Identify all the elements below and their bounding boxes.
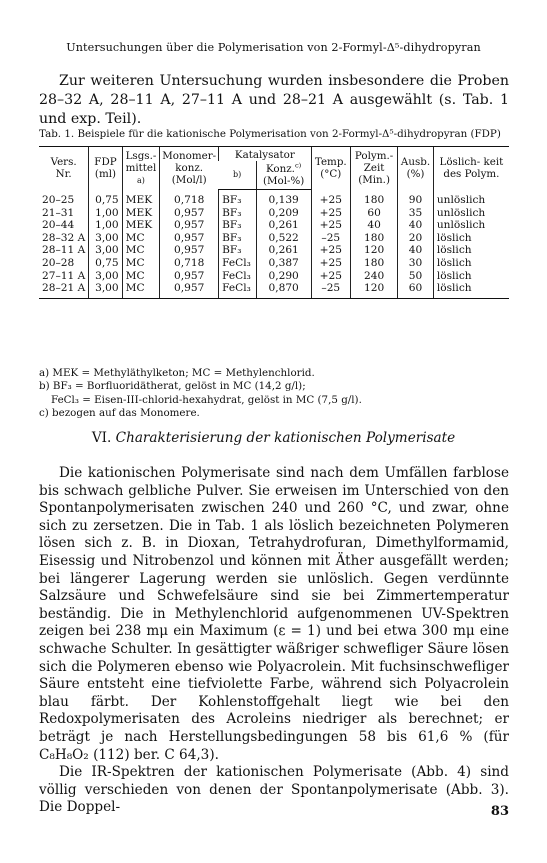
cell-konz: 0,870 <box>256 282 311 298</box>
cell-zeit: 40 <box>351 219 398 232</box>
cell-kat: FeCl₃ <box>219 257 257 270</box>
cell-kat: BF₃ <box>219 244 257 257</box>
header-loeslichkeit: Löslich- keit des Polym. <box>433 147 509 190</box>
cell-ausb: 50 <box>398 270 434 283</box>
header-vers: Vers. Nr. <box>39 147 89 190</box>
cell-loeslich: löslich <box>433 282 509 298</box>
cell-ausb: 20 <box>398 232 434 245</box>
cell-vers: 28–32 A <box>42 231 86 244</box>
cell-loeslich: unlöslich <box>433 219 509 232</box>
cell-ausb: 35 <box>398 207 434 220</box>
body-text <box>39 465 509 817</box>
cell-kat: BF₃ <box>219 190 257 207</box>
cell-fdp: 3,00 <box>89 270 122 283</box>
cell-monomer: 0,957 <box>160 244 219 257</box>
section-title: Charakterisierung der kationischen Polymerisate <box>115 430 456 446</box>
footnote-c: c) bezogen auf das Monomere. <box>39 407 200 420</box>
cell-konz: 0,209 <box>256 207 311 220</box>
cell-zeit: 180 <box>351 257 398 270</box>
cell-monomer: 0,957 <box>160 207 219 220</box>
cell-temp: –25 <box>311 282 350 298</box>
footnote-b: b) BF₃ = Borfluoridätherat, gelöst in MC (14,2 g/l); <box>39 380 306 393</box>
cell-fdp: 3,00 <box>89 244 122 257</box>
cell-monomer: 0,957 <box>160 219 219 232</box>
header-konz: Konz.$^{c)}$ (Mol-%) <box>256 161 311 190</box>
cell-monomer: 0,718 <box>160 257 219 270</box>
cell-loeslich: löslich <box>433 257 509 270</box>
table-row <box>39 270 509 283</box>
cell-kat: BF₃ <box>219 232 257 245</box>
table-caption: Tab. 1. Beispiele für die kationische Polymerisation von 2-Formyl-Δ⁵-dihydropyran (FDP) <box>39 128 501 140</box>
cell-konz: 0,522 <box>256 232 311 245</box>
cell-zeit: 120 <box>351 244 398 257</box>
footnote-b-continued: FeCl₃ = Eisen-III-chlorid-hexahydrat, gelöst in MC (7,5 g/l). <box>51 393 362 406</box>
cell-fdp: 3,00 <box>89 282 122 298</box>
cell-vers: 20–25 <box>42 193 75 206</box>
cell-ausb: 40 <box>398 219 434 232</box>
header-katalysator: Katalysator <box>219 147 311 162</box>
cell-lsgs: MC <box>122 257 160 270</box>
cell-zeit: 180 <box>351 232 398 245</box>
cell-fdp: 1,00 <box>89 219 122 232</box>
cell-temp: +25 <box>311 270 350 283</box>
table-row <box>39 244 509 257</box>
header-polym-zeit: Polym.- Zeit (Min.) <box>351 147 398 190</box>
cell-zeit: 120 <box>351 282 398 298</box>
cell-konz: 0,290 <box>256 270 311 283</box>
cell-konz: 0,139 <box>256 190 311 207</box>
running-title: Untersuchungen über die Polymerisation von 2-Formyl-Δ⁵-dihydropyran <box>66 41 481 54</box>
cell-ausb: 40 <box>398 244 434 257</box>
cell-kat: FeCl₃ <box>219 270 257 283</box>
section-number: VI. <box>91 430 112 446</box>
header-fdp: FDP (ml) <box>89 147 122 190</box>
cell-temp: –25 <box>311 232 350 245</box>
cell-temp: +25 <box>311 257 350 270</box>
header-kat-mark: b) <box>219 161 257 190</box>
cell-monomer: 0,957 <box>160 232 219 245</box>
cell-zeit: 240 <box>351 270 398 283</box>
cell-zeit: 180 <box>351 190 398 207</box>
data-table <box>39 146 509 299</box>
cell-konz: 0,261 <box>256 244 311 257</box>
cell-vers: 20–28 <box>42 256 75 269</box>
table-row <box>39 207 509 220</box>
cell-vers: 28–11 A <box>42 244 86 257</box>
cell-kat: BF₃ <box>219 219 257 232</box>
cell-lsgs: MC <box>122 270 160 283</box>
cell-lsgs: MEK <box>122 207 160 220</box>
cell-monomer: 0,957 <box>160 270 219 283</box>
header-monomer: Monomer- konz. (Mol/l) <box>160 147 219 190</box>
table-footnotes <box>39 367 509 421</box>
cell-loeslich: löslich <box>433 270 509 283</box>
cell-zeit: 60 <box>351 207 398 220</box>
cell-konz: 0,261 <box>256 219 311 232</box>
cell-loeslich: unlöslich <box>433 190 509 207</box>
cell-kat: BF₃ <box>219 207 257 220</box>
table-body <box>39 190 509 299</box>
cell-lsgs: MEK <box>122 219 160 232</box>
cell-lsgs: MEK <box>122 190 160 207</box>
cell-ausb: 30 <box>398 257 434 270</box>
cell-ausb: 60 <box>398 282 434 298</box>
body-paragraph: Die IR-Spektren der kationischen Polymerisate (Abb. 4) sind völlig verschieden von denen der Spontanpolymerisate (Abb. 3). Die Doppel- <box>39 764 509 816</box>
cell-temp: +25 <box>311 207 350 220</box>
cell-vers: 20–44 <box>42 219 75 232</box>
cell-fdp: 3,00 <box>89 232 122 245</box>
footnote-a: a) MEK = Methyläthylketon; MC = Methylenchlorid. <box>39 367 315 379</box>
table-row <box>39 190 509 207</box>
header-temp: Temp. (°C) <box>311 147 350 190</box>
cell-vers: 27–11 A <box>42 269 86 282</box>
cell-temp: +25 <box>311 190 350 207</box>
cell-monomer: 0,957 <box>160 282 219 298</box>
cell-ausb: 90 <box>398 190 434 207</box>
cell-lsgs: MC <box>122 282 160 298</box>
cell-vers: 21–31 <box>42 206 75 219</box>
cell-konz: 0,387 <box>256 257 311 270</box>
cell-vers: 28–21 A <box>39 282 89 298</box>
cell-lsgs: MC <box>122 244 160 257</box>
body-paragraph: Die kationischen Polymerisate sind nach dem Umfällen farblose bis schwach gelbliche Pulver. Sie erweisen im Unterschied von den Spontanpolymerisaten zwischen 240 und 260 °C, und zwar, ohne sich zu zersetzen. Die in Tab. 1 als löslich bezeichneten Polymeren lösen sich z. B. in Dioxan, Tetrahydrofuran, Dimethylformamid, Eisessig und Nitrobenzol und können mit Äther ausgefällt werden; bei längerer Lagerung werden sie unlöslich. Gegen verdünnte Salzsäure und Schwefelsäure sind sie bei Zimmertemperatur beständig. Die in Methylenchlorid aufgenommenen UV-Spektren zeigen bei 238 mμ ein Maximum (ε = 1) und bei etwa 300 mμ eine schwache Schulter. In gesättigter wäßriger schwefliger Säure lösen sich die Polymeren ebenso wie Polyacrolein. Mit fuchsinschwefliger Säure entsteht eine tiefviolette Farbe, während sich Polyacrolein blau färbt. Der Kohlenstoffgehalt liegt wie bei den Redoxpolymerisaten des Acroleins niedriger als berechnet; er beträgt je nach Herstellungsbedingungen 58 bis 61,6 % (für C₈H₈O₂ (112) ber. C 64,3). <box>39 465 509 763</box>
cell-temp: +25 <box>311 219 350 232</box>
cell-monomer: 0,718 <box>160 190 219 207</box>
table-row <box>39 282 509 298</box>
intro-paragraph: Zur weiteren Untersuchung wurden insbesondere die Proben 28–32 A, 28–11 A, 27–11 A und 28–21 A ausgewählt (s. Tab. 1 und exp. Teil). <box>39 73 509 127</box>
cell-loeslich: löslich <box>433 232 509 245</box>
table-row <box>39 219 509 232</box>
cell-lsgs: MC <box>122 232 160 245</box>
cell-fdp: 1,00 <box>89 207 122 220</box>
header-lsgs: Lsgs.- mittel a) <box>122 147 160 190</box>
cell-fdp: 0,75 <box>89 190 122 207</box>
table-container <box>39 146 509 299</box>
cell-kat: FeCl₃ <box>219 282 257 298</box>
table-row <box>39 257 509 270</box>
header-ausb: Ausb. (%) <box>398 147 434 190</box>
page-number: 83 <box>490 804 509 819</box>
cell-loeslich: löslich <box>433 244 509 257</box>
cell-loeslich: unlöslich <box>433 207 509 220</box>
table-row <box>39 232 509 245</box>
section-heading <box>0 430 547 446</box>
cell-temp: +25 <box>311 244 350 257</box>
cell-fdp: 0,75 <box>89 257 122 270</box>
